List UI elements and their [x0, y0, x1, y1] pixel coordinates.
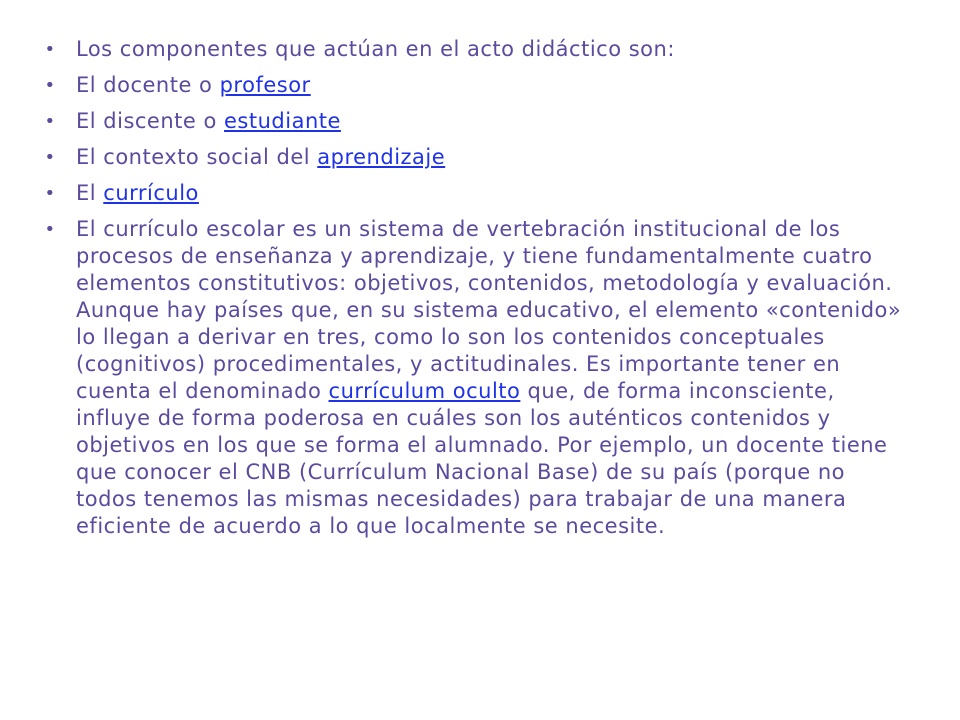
link-profesor[interactable]: profesor — [219, 73, 311, 97]
bullet-text: El discente o — [76, 109, 225, 133]
link-curriculo[interactable]: currículo — [103, 181, 199, 205]
bullet-paragraph-text: El currículo escolar es un sistema de vertebración institucional de los procesos de enseñanza y aprendizaje, y tiene fundamentalmente cuatro elementos constitutivos: objetivos, contenidos, metodología y evaluación. Aunque hay países que, en su sistema educativo, el elemento «contenido» lo llegan a derivar en tres, como lo son los contenidos conceptuales (cognitivos) procedimentales, y actitudinales. Es importante tener en cuenta el denominado — [76, 217, 902, 403]
bullet-dot-icon: • — [44, 147, 56, 168]
bullet-item-contexto-social — [44, 144, 904, 171]
bullet-list — [44, 36, 904, 549]
bullet-dot-icon: • — [44, 219, 56, 240]
link-curriculum-oculto[interactable]: currículum oculto — [328, 379, 521, 403]
bullet-text: El contexto social del — [76, 145, 318, 169]
bullet-item-curriculo-escolar — [44, 216, 904, 540]
bullet-paragraph-text-continued: que, de forma inconsciente, influye de forma poderosa en cuáles son los auténticos contenidos y objetivos en los que se forma el alumnado. Por ejemplo, un docente tiene que conocer el CNB (Currículum Nacional Base) de su país (porque no todos tenemos las mismas necesidades) para trabajar de una manera eficiente de acuerdo a lo que localmente se necesite. — [76, 379, 888, 538]
bullet-item-docente — [44, 72, 904, 99]
bullet-item-discente — [44, 108, 904, 135]
bullet-text: El docente o — [76, 73, 220, 97]
link-aprendizaje[interactable]: aprendizaje — [317, 145, 446, 169]
bullet-dot-icon: • — [44, 183, 56, 204]
link-estudiante[interactable]: estudiante — [224, 109, 341, 133]
bullet-item-components-intro — [44, 36, 904, 63]
bullet-text: El — [76, 181, 104, 205]
bullet-dot-icon: • — [44, 111, 56, 132]
bullet-dot-icon: • — [44, 75, 56, 96]
bullet-dot-icon: • — [44, 39, 56, 60]
bullet-item-curriculo — [44, 180, 904, 207]
bullet-text: Los componentes que actúan en el acto didáctico son: — [76, 37, 675, 61]
